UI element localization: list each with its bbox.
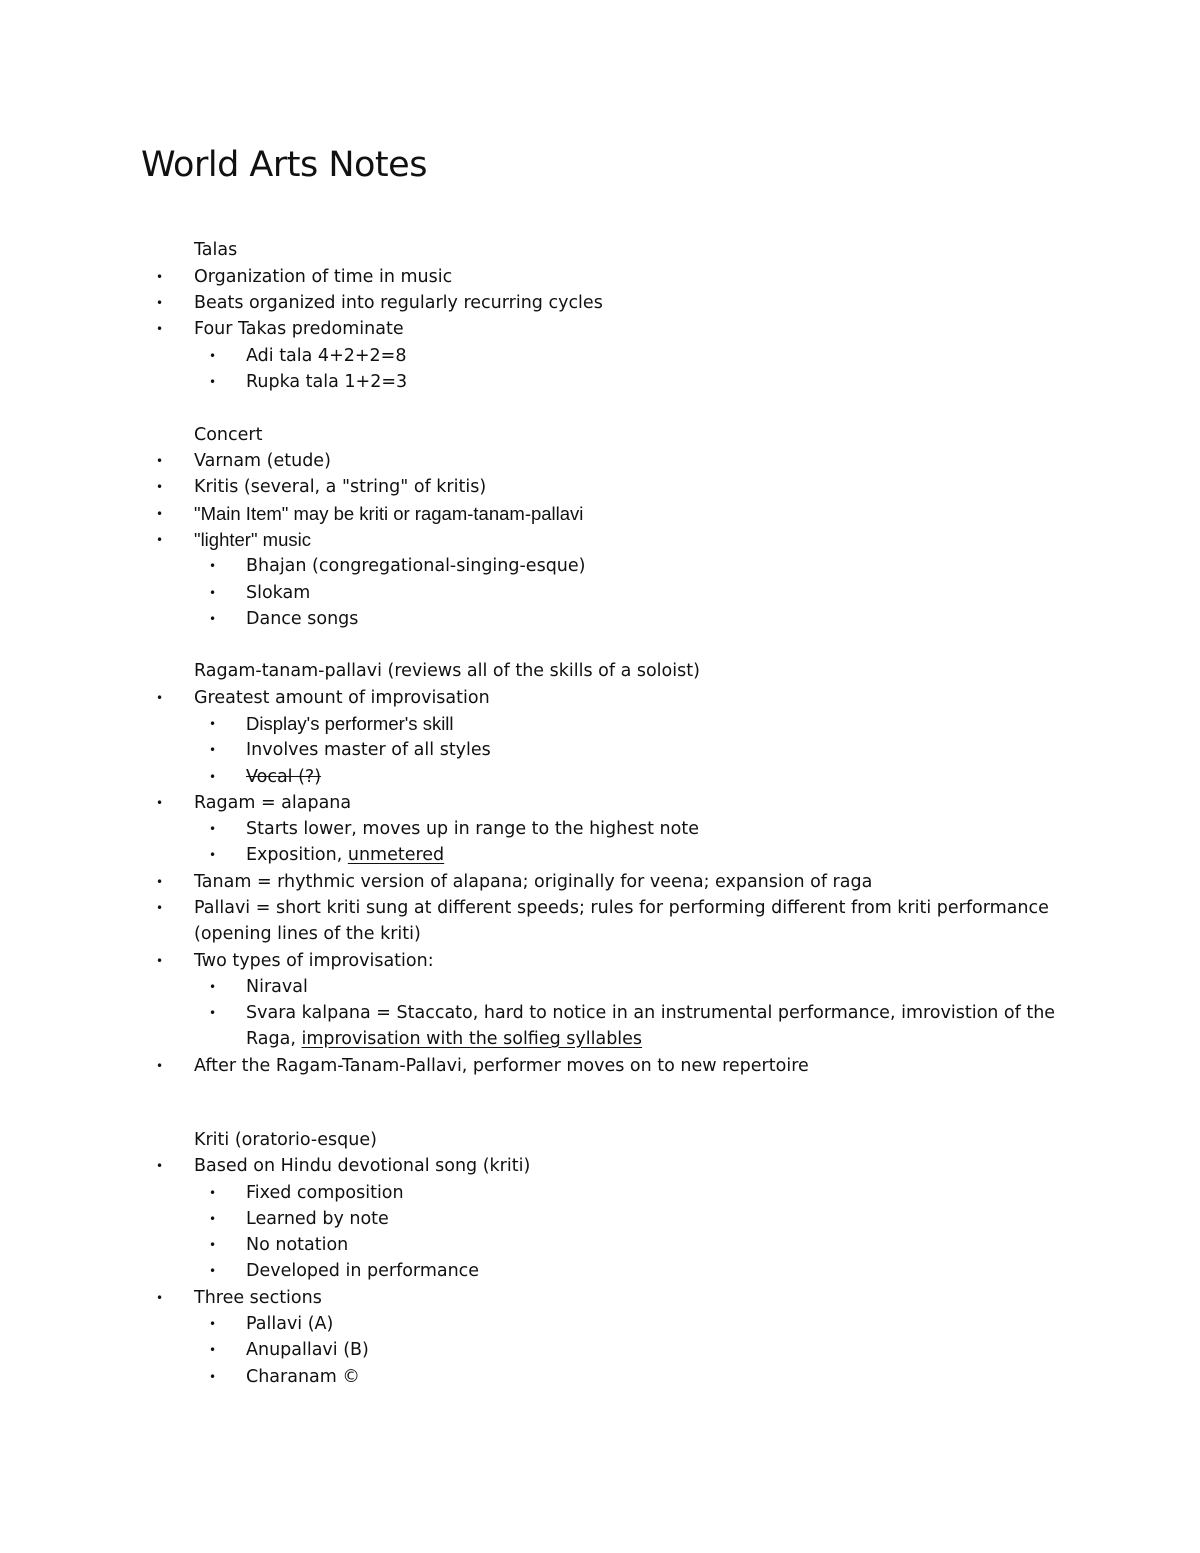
section-heading-ragam-tanam-pallavi: Ragam-tanam-pallavi (reviews all of the skills of a soloist) [194,661,700,681]
bullet-icon: • [209,1343,217,1357]
sub-list-item: Adi tala 4+2+2=8 [246,346,407,366]
sub-list-item: Dance songs [246,609,359,629]
bullet-icon: • [156,1291,164,1305]
sub-list-item-continuation [246,1026,642,1052]
sub-list-item: Anupallavi (B) [246,1340,369,1360]
sub-list-item: Charanam © [246,1367,360,1387]
list-item: After the Ragam-Tanam-Pallavi, performer moves on to new repertoire [194,1056,809,1076]
sub-list-item: Learned by note [246,1209,389,1229]
list-item: "lighter" music [194,529,311,550]
bullet-icon: • [156,691,164,705]
section-heading-concert: Concert [194,425,263,445]
list-item: Based on Hindu devotional song (kriti) [194,1156,531,1176]
bullet-icon: • [209,743,217,757]
bullet-icon: • [156,954,164,968]
bullet-icon: • [209,559,217,573]
sub-list-item: Niraval [246,977,308,997]
list-item: Kritis (several, a "string" of kritis) [194,477,487,497]
text-fragment: Raga, [246,1029,302,1049]
sub-list-item: Slokam [246,583,311,603]
sub-list-item: Involves master of all styles [246,740,491,760]
text-fragment: Exposition, [246,845,348,865]
list-item: Organization of time in music [194,267,453,287]
sub-list-item: Bhajan (congregational-singing-esque) [246,556,586,576]
underlined-text: improvisation with the solfieg syllables [301,1029,643,1049]
bullet-icon: • [156,270,164,284]
list-item: Pallavi = short kriti sung at different speeds; rules for performing different from kriti performance [194,898,1049,918]
bullet-icon: • [209,770,217,784]
bullet-icon: • [156,901,164,915]
bullet-icon: • [209,349,217,363]
list-item-continuation: (opening lines of the kriti) [194,924,421,944]
bullet-icon: • [209,1212,217,1226]
list-item: Beats organized into regularly recurring cycles [194,293,603,313]
bullet-icon: • [209,1264,217,1278]
bullet-icon: • [156,296,164,310]
sub-list-item: No notation [246,1235,349,1255]
sub-list-item: Fixed composition [246,1183,404,1203]
sub-list-item: Display's performer's skill [246,713,454,734]
sub-list-item: Developed in performance [246,1261,480,1281]
underlined-text: unmetered [347,845,445,865]
sub-list-item: Starts lower, moves up in range to the highest note [246,819,699,839]
bullet-icon: • [156,454,164,468]
bullet-icon: • [156,480,164,494]
bullet-icon: • [156,507,164,521]
page-title: World Arts Notes [141,145,427,185]
list-item: "Main Item" may be kriti or ragam-tanam-pallavi [194,503,584,524]
bullet-icon: • [156,533,164,547]
bullet-icon: • [156,875,164,889]
list-item: Greatest amount of improvisation [194,688,490,708]
bullet-icon: • [156,1159,164,1173]
bullet-icon: • [209,1238,217,1252]
bullet-icon: • [156,322,164,336]
sub-list-item-struck: Vocal (?) [246,767,322,787]
bullet-icon: • [209,717,217,731]
sub-list-item: Pallavi (A) [246,1314,334,1334]
section-heading-talas: Talas [194,240,238,260]
bullet-icon: • [209,1186,217,1200]
list-item: Tanam = rhythmic version of alapana; originally for veena; expansion of raga [194,872,873,892]
bullet-icon: • [209,1317,217,1331]
bullet-icon: • [209,1370,217,1384]
section-heading-kriti: Kriti (oratorio-esque) [194,1130,377,1150]
list-item: Varnam (etude) [194,451,331,471]
bullet-icon: • [209,586,217,600]
list-item: Two types of improvisation: [194,951,434,971]
bullet-icon: • [209,1006,217,1020]
bullet-icon: • [209,612,217,626]
sub-list-item: Rupka tala 1+2=3 [246,372,408,392]
list-item: Ragam = alapana [194,793,352,813]
bullet-icon: • [209,848,217,862]
sub-list-item [246,842,444,868]
bullet-icon: • [156,796,164,810]
bullet-icon: • [209,375,217,389]
bullet-icon: • [209,822,217,836]
bullet-icon: • [156,1059,164,1073]
list-item: Four Takas predominate [194,319,404,339]
sub-list-item: Svara kalpana = Staccato, hard to notice in an instrumental performance, imrovistion of the [246,1003,1056,1023]
bullet-icon: • [209,980,217,994]
list-item: Three sections [194,1288,322,1308]
